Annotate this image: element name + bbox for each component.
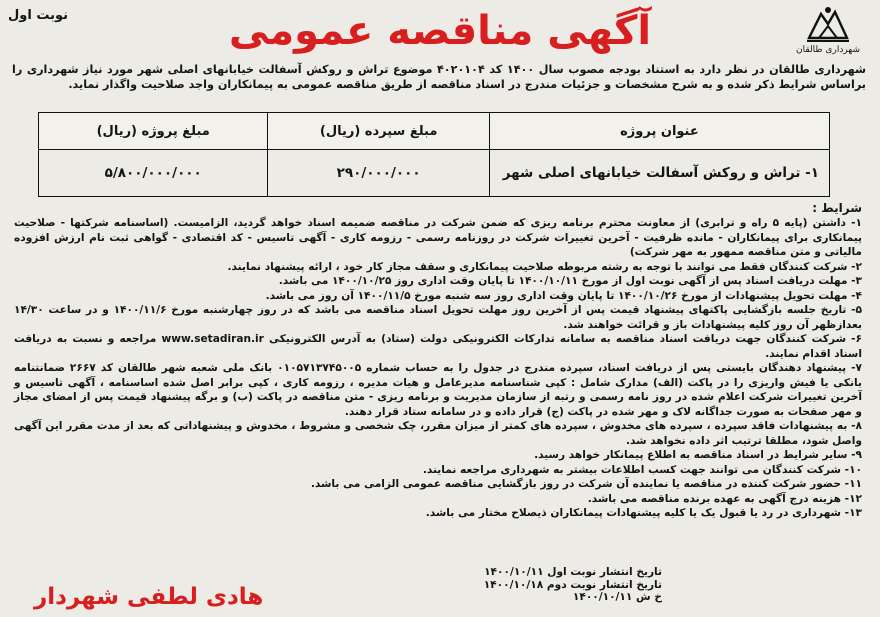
condition-item: ۳- مهلت دریافت اسناد پس از آگهی نوبت اول از مورخ ۱۴۰۰/۱۰/۱۱ تا پایان وقت اداری روز ۱۴۰۰/۱۰/۲۵ می باشد. xyxy=(278,275,862,287)
condition-item: ۱۱- حضور شرکت کننده در مناقصه یا نماینده آن شرکت در روز بازگشایی مناقصه عمومی الزامی می باشد. xyxy=(310,478,862,490)
condition-item: ۸- به پیشنهادات فاقد سپرده ، سپرده های مخدوش ، سپرده های کمتر از میزان مقرر، چک شخصی و مشروط ، مخدوش و پیشنهاداتی که بعد از مدت مقرر این آگهی واصل شود، مطلقا ترتیب اثر داده نخواهد شد. xyxy=(14,420,862,447)
conditions-list xyxy=(14,216,862,521)
header-deposit-amount: مبلغ سپرده (ریال) xyxy=(268,113,489,150)
table-row xyxy=(39,150,830,197)
conditions-heading: شرایط : xyxy=(812,201,862,215)
header-project-title: عنوان پروژه xyxy=(489,113,829,150)
intro-paragraph: شهرداری طالقان در نظر دارد به استناد بودجه مصوب سال ۱۴۰۰ کد ۴۰۲۰۱۰۴ موضوع تراش و روکش آسفالت خیابانهای اصلی شهر مورد نیاز شهرداری را براساس شرایط ذکر شده و به شرح مشخصات و جزئیات مندرج در اسناد مناقصه از طریق مناقصه عمومی به پیمانکاران واجد صلاحیت واگذار نماید. xyxy=(12,63,866,91)
condition-item: ۱- داشتن (پایه ۵ راه و ترابری) از معاونت محترم برنامه ریزی که ضمن شرکت در مناقصه ضمیمه اسناد خواهد گردید، الزامیست. (اساسنامه شرکتها - صلاحیت پیمانکاری برای پیمانکاران - مانده ظرفیت - آخرین تغییرات شرکت در روزنامه رسمی - رزومه کاری - آگهی تاسیس - کد اقتصادی - گواهی ثبت نام ارزش افزوده مالیاتی و متن مناقصه ممهور به مهر شرکت) xyxy=(14,217,862,258)
condition-item: ۷- پیشنهاد دهندگان بایستی پس از دریافت اسناد، سپرده مندرج در جدول را به حساب شماره ۰۱۰۵۷۱۳۷۴۵۰۰۵ بانک ملی شعبه شهر طالقان کد ۲۶۶۷ ضمانتنامه بانکی یا فیش واریزی را در پاکت (الف) مدارک شامل : کپی شناسنامه مدیرعامل و هیات مدیره ، رزومه کاری ، کپی برابر اصل شده اساسنامه ، آگهی تاسیس و آخرین تغییرات شرکت اعلام شده در روز نامه رسمی و رتبه از سازمان مدیریت و برنامه ریزی - متن مناقصه در پاکت (ب) و برگه پیشنهاد قیمت پس از امضای مجاز و مهر صفحات به صورت جداگانه لاک و مهر شده در پاکت (ج) قرار داده و در سامانه ستاد قرار دهند. xyxy=(14,362,862,418)
condition-item: ۱۳- شهرداری در رد یا قبول یک یا کلیه پیشنهادات پیمانکاران ذیصلاح مختار می باشد. xyxy=(425,507,862,519)
publication-dates xyxy=(484,566,662,604)
project-amount-cell: ۵/۸۰۰/۰۰۰/۰۰۰ xyxy=(39,150,268,197)
project-title-cell: ۱- تراش و روکش آسفالت خیابانهای اصلی شهر xyxy=(489,150,829,197)
notice-title: آگهی مناقصه عمومی xyxy=(228,8,652,54)
mayor-signature: هادی لطفی شهردار xyxy=(34,584,264,610)
condition-item: ۴- مهلت تحویل پیشنهادات از مورخ ۱۴۰۰/۱۰/۲۶ تا پایان وقت اداری روز سه شنبه مورخ ۱۴۰۰/۱۱/۵ آن روز می باشد. xyxy=(265,289,862,302)
condition-item: ۶- شرکت کنندگان جهت دریافت اسناد مناقصه به سامانه تدارکات الکترونیکی دولت (ستاد) به آدرس الکترونیکی www.setadiran.ir مراجعه و نسبت به دریافت اسناد اقدام نمایند. xyxy=(14,333,863,360)
condition-item: ۹- سایر شرایط در اسناد مناقصه به اطلاع پیمانکار خواهد رسید. xyxy=(534,449,862,461)
project-table xyxy=(38,112,830,197)
deposit-amount-cell: ۲۹۰/۰۰۰/۰۰۰ xyxy=(268,150,489,197)
condition-item: ۲- شرکت کنندگان فقط می توانند با توجه به رشته مربوطه صلاحیت پیمانکاری و سقف مجاز کار خود ، ارائه پیشنهاد نمایند. xyxy=(227,260,862,273)
condition-item: ۵- تاریخ جلسه بازگشایی پاکتهای پیشنهاد قیمت پس از آخرین روز مهلت تحویل اسناد مناقصه می باشد که در روز چهارشنبه مورخ ۱۴۰۰/۱۱/۶ و در ساعت ۱۴/۳۰ بعدازظهر آن روز کلیه پیشنهادات باز و قرائت خواهند شد. xyxy=(14,304,862,331)
table-header-row xyxy=(39,113,830,150)
round-label: نوبت اول xyxy=(8,8,69,23)
logo-caption: شهرداری طالقان xyxy=(796,45,860,55)
condition-item: ۱۲- هزینه درج آگهی به عهده برنده مناقصه می باشد. xyxy=(587,492,862,505)
condition-item: ۱۰- شرکت کنندگان می توانند جهت کسب اطلاعات بیشتر به شهرداری مراجعه نمایند. xyxy=(422,463,862,476)
reference-code: خ ش ۱۴۰۰/۱۰/۱۱ xyxy=(572,591,662,603)
first-publication-date: تاریخ انتشار نوبت اول ۱۴۰۰/۱۰/۱۱ xyxy=(484,566,662,578)
second-publication-date: تاریخ انتشار نوبت دوم ۱۴۰۰/۱۰/۱۸ xyxy=(483,578,662,591)
header-project-amount: مبلغ پروژه (ریال) xyxy=(39,113,268,150)
